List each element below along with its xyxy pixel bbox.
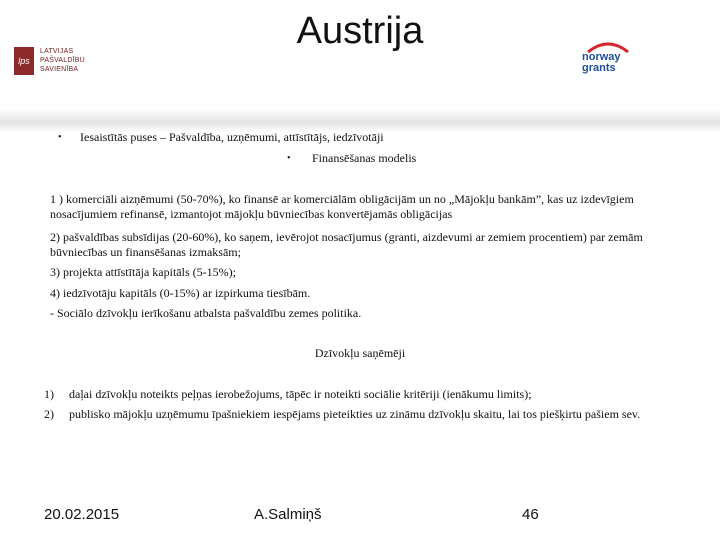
list-number: 1) [44,387,54,401]
norway-grants-logo [578,40,638,80]
recipient-item: publisko mājokļu uzņēmumu īpašniekiem iespējams pieteikties uz zināmu dzīvokļu skaitu, lai tos piešķirtu pašiem sev. [69,407,641,421]
lps-logo-line: SAVIENĪBA [40,66,79,73]
lps-logo-line: LATVIJAS [40,48,74,55]
lps-logo-line: PAŠVALDĪBU [40,57,85,64]
norway-grants-line: norway [582,51,621,63]
footer-date: 20.02.2015 [44,506,120,523]
lps-logo-text [40,47,110,74]
footer-author: A.Salmiņš [254,506,322,523]
lps-logo [14,47,114,79]
financing-item: 3) projekta attīstītāja kapitāls (5-15%); [50,265,236,279]
header-divider [0,108,720,132]
financing-item: - Sociālo dzīvokļu ierīkošanu atbalsta pašvaldību zemes politika. [50,306,362,320]
bullet-marker: • [287,153,291,164]
recipients-heading: Dzīvokļu saņēmēji [314,346,406,360]
lps-emblem-icon: lps [14,47,34,75]
slide-title: Austrija [296,10,424,52]
footer-page-number: 46 [522,506,539,523]
financing-item: 2) pašvaldības subsīdijas (20-60%), ko saņem, ievērojot nosacījumus (granti, aizdevumi ar zemiem procentiem) par zemām būvniecības un finansēšanas izmaksām; [50,230,643,259]
financing-item: 4) iedzīvotāju kapitāls (0-15%) ar izpirkuma tiesībām. [50,286,311,300]
norway-grants-line: grants [582,62,616,74]
recipient-item: daļai dzīvokļu noteikts peļņas ierobežojums, tāpēc ir noteikti sociālie kritēriji (ienākumu limits); [69,387,532,401]
financing-item: 1 ) komerciāli aizņēmumi (50-70%), ko finansē ar komerciālām obligācijām un no „Mājokļu bankām”, kas uz izdevīgiem nosacījumiem refinansē, izmantojot mājokļu būvniecības konvertējamās obligācijas [50,192,634,221]
financing-model-heading: Finansēšanas modelis [312,151,417,165]
stakeholders-bullet: Iesaistītās puses – Pašvaldība, uzņēmumi, attīstītājs, iedzīvotāji [80,130,384,144]
bullet-marker: • [58,132,62,143]
list-number: 2) [44,407,54,421]
